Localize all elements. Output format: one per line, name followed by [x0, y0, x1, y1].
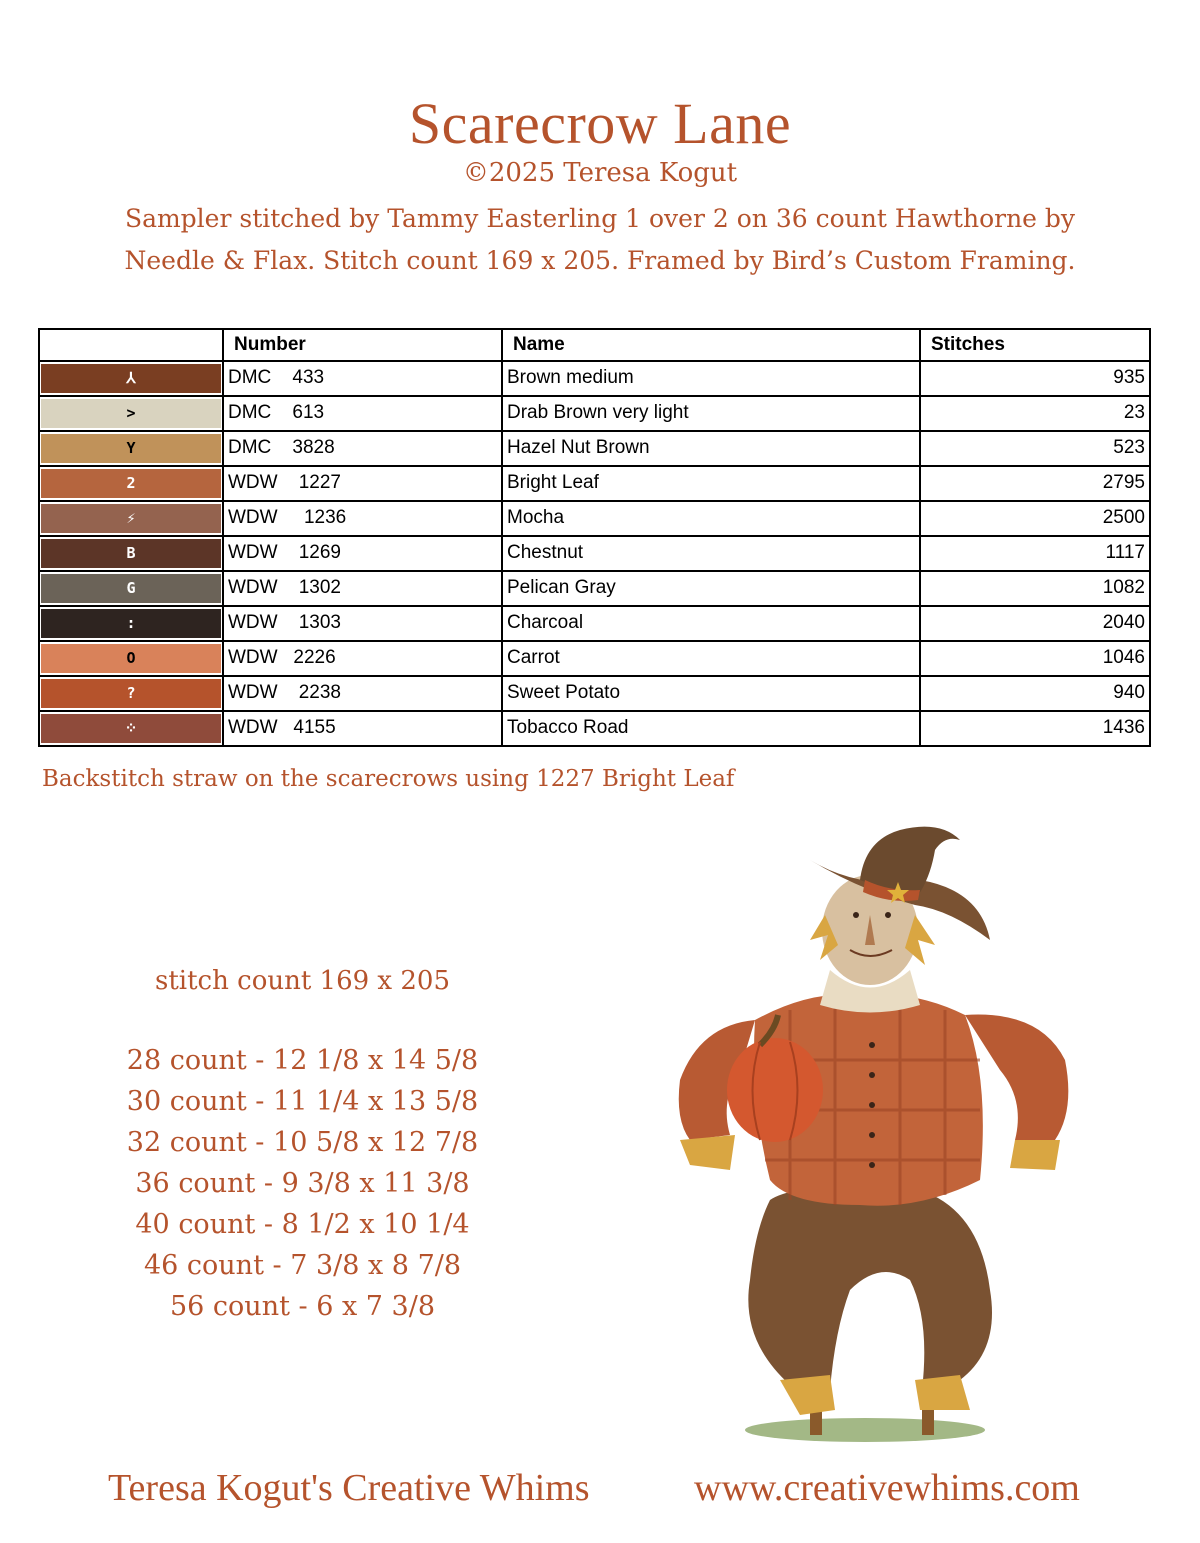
floss-number-cell: WDW 2238 — [223, 676, 502, 711]
floss-name-cell: Chestnut — [502, 536, 920, 571]
stitch-symbol: ? — [126, 684, 136, 702]
table-row — [39, 501, 1150, 536]
stitches-cell: 1046 — [920, 641, 1150, 676]
swatch-cell — [39, 466, 223, 501]
scarecrow-illustration — [660, 820, 1080, 1460]
stitches-cell: 23 — [920, 396, 1150, 431]
stitches-cell: 1436 — [920, 711, 1150, 746]
size-row: 56 count - 6 x 7 3/8 — [169, 1291, 436, 1322]
copyright-line: ©2025 Teresa Kogut — [462, 158, 738, 188]
floss-name-cell: Sweet Potato — [502, 676, 920, 711]
swatch-cell — [39, 361, 223, 396]
stitch-symbol: G — [126, 579, 136, 597]
description-line-2: Needle & Flax. Stitch count 169 x 205. Framed by Bird’s Custom Framing. — [124, 246, 1076, 275]
floss-name-cell: Drab Brown very light — [502, 396, 920, 431]
header-stitches: Stitches — [920, 329, 1150, 361]
floss-number-cell: WDW 1303 — [223, 606, 502, 641]
swatch-cell — [39, 571, 223, 606]
table-row — [39, 361, 1150, 396]
swatch-cell — [39, 606, 223, 641]
color-swatch — [41, 539, 221, 568]
swatch-cell — [39, 396, 223, 431]
stitch-symbol: ⅄ — [126, 369, 136, 387]
floss-number-cell: DMC 613 — [223, 396, 502, 431]
color-swatch — [41, 714, 221, 743]
swatch-cell — [39, 431, 223, 466]
stitches-cell: 2040 — [920, 606, 1150, 641]
stitches-cell: 1082 — [920, 571, 1150, 606]
color-swatch — [41, 504, 221, 533]
size-row: 32 count - 10 5/8 x 12 7/8 — [126, 1127, 479, 1158]
color-swatch — [41, 574, 221, 603]
stitch-symbol: : — [126, 614, 136, 632]
table-row — [39, 396, 1150, 431]
description-line-1: Sampler stitched by Tammy Easterling 1 over 2 on 36 count Hawthorne by — [124, 204, 1076, 233]
stitches-cell: 935 — [920, 361, 1150, 396]
size-row: 28 count - 12 1/8 x 14 5/8 — [126, 1045, 479, 1076]
floss-number-cell: WDW 1269 — [223, 536, 502, 571]
swatch-cell — [39, 676, 223, 711]
size-row: 46 count - 7 3/8 x 8 7/8 — [143, 1250, 462, 1281]
floss-name-cell: Pelican Gray — [502, 571, 920, 606]
table-row — [39, 466, 1150, 501]
table-header-row — [39, 329, 1150, 361]
floss-number-cell: DMC 433 — [223, 361, 502, 396]
size-row: 36 count - 9 3/8 x 11 3/8 — [135, 1168, 470, 1199]
stitches-cell: 523 — [920, 431, 1150, 466]
header-symbol — [39, 329, 223, 361]
floss-number-cell: WDW 1302 — [223, 571, 502, 606]
size-row: 40 count - 8 1/2 x 10 1/4 — [135, 1209, 470, 1240]
color-swatch — [41, 434, 221, 463]
swatch-cell — [39, 501, 223, 536]
floss-name-cell: Mocha — [502, 501, 920, 536]
floss-number-cell: WDW 1227 — [223, 466, 502, 501]
color-swatch — [41, 609, 221, 638]
color-swatch — [41, 644, 221, 673]
color-swatch — [41, 364, 221, 393]
stitches-cell: 2795 — [920, 466, 1150, 501]
table-row — [39, 641, 1150, 676]
description — [90, 198, 1110, 282]
fabric-size-list — [80, 966, 525, 1327]
stitch-symbol: > — [126, 404, 136, 422]
swatch-cell — [39, 536, 223, 571]
header-number: Number — [223, 329, 502, 361]
floss-number-cell: DMC 3828 — [223, 431, 502, 466]
page-title: Scarecrow Lane — [408, 91, 792, 156]
floss-name-cell: Bright Leaf — [502, 466, 920, 501]
stitches-cell: 940 — [920, 676, 1150, 711]
stitch-count: stitch count 169 x 205 — [155, 966, 450, 996]
color-swatch — [41, 679, 221, 708]
table-row — [39, 606, 1150, 641]
stitch-symbol: B — [126, 544, 136, 562]
table-row — [39, 431, 1150, 466]
table-row — [39, 711, 1150, 746]
stitches-cell: 1117 — [920, 536, 1150, 571]
footer-brand: Teresa Kogut's Creative Whims — [108, 1467, 590, 1509]
floss-number-cell: WDW 2226 — [223, 641, 502, 676]
stitch-symbol: Y — [126, 439, 136, 457]
size-row: 30 count - 11 1/4 x 13 5/8 — [126, 1086, 479, 1117]
table-row — [39, 536, 1150, 571]
stitch-symbol: ⁘ — [124, 719, 138, 737]
stitches-cell: 2500 — [920, 501, 1150, 536]
color-swatch — [41, 399, 221, 428]
floss-name-cell: Charcoal — [502, 606, 920, 641]
table-row — [39, 676, 1150, 711]
header-name: Name — [502, 329, 920, 361]
floss-name-cell: Carrot — [502, 641, 920, 676]
floss-number-cell: WDW 1236 — [223, 501, 502, 536]
stitch-symbol: O — [126, 649, 136, 667]
stitch-symbol: ⚡ — [126, 509, 136, 527]
floss-name-cell: Tobacco Road — [502, 711, 920, 746]
floss-name-cell: Brown medium — [502, 361, 920, 396]
color-swatch — [41, 469, 221, 498]
floss-table — [38, 328, 1151, 747]
table-row — [39, 571, 1150, 606]
stitch-symbol: 2 — [126, 474, 136, 492]
swatch-cell — [39, 711, 223, 746]
floss-name-cell: Hazel Nut Brown — [502, 431, 920, 466]
backstitch-note: Backstitch straw on the scarecrows using 1227 Bright Leaf — [42, 766, 735, 792]
floss-number-cell: WDW 4155 — [223, 711, 502, 746]
footer-website-link[interactable]: www.creativewhims.com — [694, 1467, 1080, 1509]
swatch-cell — [39, 641, 223, 676]
